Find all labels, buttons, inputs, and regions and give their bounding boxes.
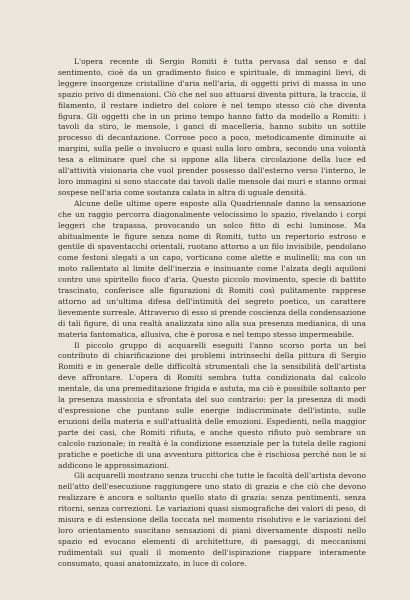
paragraph-2: Alcune delle ultime opere esposte alla Quadriennale danno la sensazione che un raggio percorra diagonalmente velocissimo lo spazio, rivelando i corpi leggeri che trapassa, provocando un solco fitto di echi luminose. Ma abitualmente le figure senza nome di Romiti, tutto un repertorio estroso e gentile di spaventacchi orientali, ruotano attorno a un filo invisibile, pendolano come festoni slegati a un capo, vorticano come alette e mulinelli; ma con un moto rallentato al limite dell'inerzia e insinuante come l'alzata degli aquiloni contro uno spiritello fioco d'aria. Questo piccolo movimento, specie di battito trascinato, conferisce alle figurazioni di Romiti così pulitamente rapprese attorno ad un'ultima difesa dell'intimità del segreto poetico, un carattere lievemente surreale. Attraverso di esso si prende coscienza della condensazione di tali figure, di una realtà analizzata sino alla sua presenza medianica, di una materia fantomatica, allusiva, che è porosa e nel tempo stesso impermeabile. (58, 198, 366, 339)
body-text (58, 57, 366, 570)
paragraph-1: L'opera recente di Sergio Romiti è tutta pervasa dal senso e dal sentimento, cioè da un gradimento fisico e spirituale, di immagini lievi, di leggere insorgenze cristalline d'aria nell'aria, di oggetti privi di massa in uno spazio privo di dimensioni. Ciò che nel suo attuarsi diventa pittura, la traccia, il filamento, il restare indietro del colore è nel tempo stesso ciò che diventa figura. Gli oggetti che in un primo tempo hanno fatto da modello a Romiti: i tavoli da stiro, le mensole, i ganci di macelleria, hanno subito un sottile processo di decantazione. Corrose poco a poco, metodicamente diminuite ai margini, sulla pelle o involucro e quasi sulla loro ombra, secondo una volontà tesa a eliminare quel che si oppone alla libera circolazione della luce ed all'attività visionaria che vuol prender possesso dall'esterno verso l'interno, le loro immagini si sono staccate dai tavoli dalle mensole dai muri e stanno ormai sospese nell'aria come sostanza calata in altra di uguale densità. (58, 57, 366, 197)
paragraph-4: Gli acquarelli mostrano senza trucchi che tutte le facoltà dell'artista devono nell'atto dell'esecuzione raggiungere uno stato di grazia e che ciò che devono realizzare è ancora e soltanto quello stato di grazia: senza pentimenti, senza ritorni, senza correzioni. Le variazioni quasi sismografiche dei valori di peso, di misura e di estensione della toccata nel momento risolutivo e le variazioni del loro orientamento suscitano sensazioni di piani diversamente disposti nello spazio ed evocano elementi di architetture, di paesaggi, di meccanismi rudimentali sui quali il momento dell'ispirazione riappare interamente consumato, quasi anatomizzato, in luce di colore. (58, 471, 366, 568)
paragraph-3: Il piccolo gruppo di acquarelli eseguiti l'anno scorso porta un bel contributo di chiarificazione dei problemi intrinsechi della pittura di Sergio Romiti e in generale delle difficoltà strumentali che la sensibilità dell'artista deve affrontare. L'opera di Romiti sembra tutta condizionata dal calcolo mentale, da una premeditazione frigida e astuta, ma ciò è possibile soltanto per la presenza massiccia e sfrontata del suo contrario: per la presenza di modi d'espressione che puntano sulle energie indiscriminate dell'istinto, sulle eruzioni della materia e sull'attualità delle emozioni. Espedienti, nella maggior parte dei casi, che Romiti rifiuta, e anche questo rifiuto può sembrare un calcolo razionale; in realtà è la condizione essenziale per la tutela delle ragioni pratiche e poetiche di una avventura pittorica che è rischiosa perché non le si addicono le approssimazioni. (58, 340, 366, 470)
